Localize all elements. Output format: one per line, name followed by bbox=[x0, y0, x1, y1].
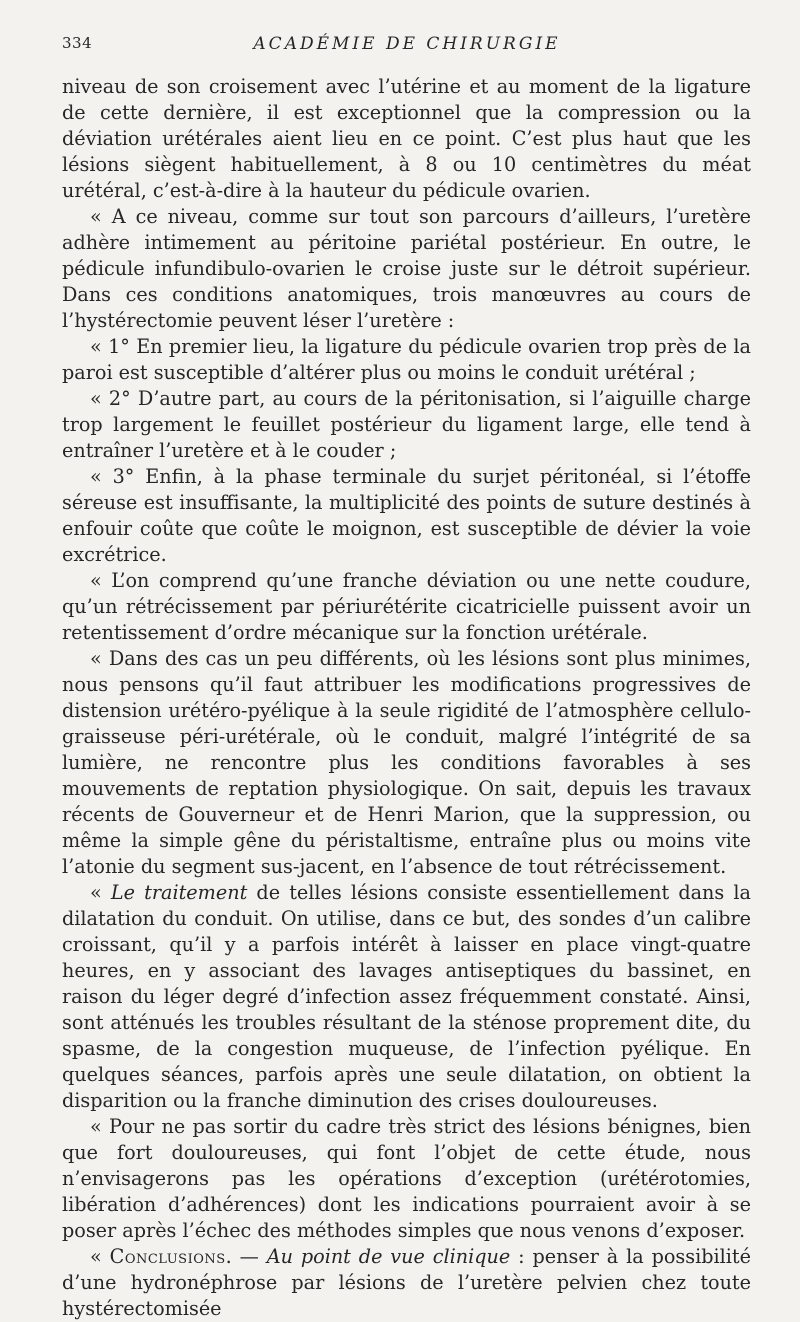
paragraph: niveau de son croisement avec l’utérine et au moment de la ligature de cette dernière, il est exceptionnel que la compression ou la déviation urétérales aient lieu en ce point. C’est plus haut que les lésions siègent habituellement, à 8 ou 10 centimètres du méat urétéral, c’est-à-dire à la hauteur du pédicule ovarien. bbox=[62, 75, 751, 202]
dash: . — bbox=[225, 1245, 267, 1268]
paragraph-text: : penser à la possibilité d’une hydronéphrose par lésions de l’uretère pelvien chez toute hystérectomisée bbox=[62, 1245, 751, 1320]
body-text bbox=[62, 74, 751, 1322]
paragraph-text: de telles lésions consiste essentiellement dans la dilatation du conduit. On utilise, dans ce but, des sondes d’un calibre croissant, qu’il y a parfois intérêt à laisser en place vingt-quatre heures, en y associant des lavages antiseptiques du bassinet, en raison du léger degré d’infection assez fréquemment constaté. Ainsi, sont atténués les troubles résultant de la sténose proprement dite, du spasme, de la congestion muqueuse, de l’infection pyélique. En quelques séances, parfois après une seule dilatation, on obtient la disparition ou la franche diminution des crises douloureuses. bbox=[62, 881, 751, 1112]
paragraph: « A ce niveau, comme sur tout son parcours d’ailleurs, l’uretère adhère intimement au péritoine pariétal postérieur. En outre, le pédicule infundibulo-ovarien le croise juste sur le détroit supérieur. Dans ces conditions anatomiques, trois manœuvres au cours de l’hystérectomie peuvent léser l’uretère : bbox=[62, 205, 751, 332]
paragraph-conclusions bbox=[62, 1244, 751, 1322]
quote-mark: « bbox=[90, 1245, 110, 1268]
italic-term: Le traitement bbox=[110, 881, 248, 904]
paragraph: « L’on comprend qu’une franche déviation ou une nette coudure, qu’un rétrécissement par périurétérite cicatricielle puissent avoir un retentissement d’ordre mécanique sur la fonction urétérale. bbox=[62, 569, 751, 644]
paragraph-treatment bbox=[62, 880, 751, 1114]
section-label: Conclusions bbox=[109, 1245, 226, 1268]
paragraph: « Dans des cas un peu différents, où les lésions sont plus minimes, nous pensons qu’il faut attribuer les modifications progressives de distension urétéro-pyélique à la seule rigidité de l’atmosphère cellulo-graisseuse péri-urétérale, où le conduit, malgré l’intégrité de sa lumière, ne rencontre plus les conditions favorables à ses mouvements de reptation physiologique. On sait, depuis les travaux récents de Gouverneur et de Henri Marion, que la suppression, ou même la simple gêne du péristaltisme, entraîne plus ou moins vite l’atonie du segment sus-jacent, en l’absence de tout rétrécissement. bbox=[62, 647, 751, 878]
page-header bbox=[62, 34, 752, 58]
quote-mark: « bbox=[90, 881, 111, 904]
page-number: 334 bbox=[62, 34, 93, 52]
italic-term: Au point de vue clinique bbox=[266, 1245, 511, 1268]
paragraph: « 1° En premier lieu, la ligature du pédicule ovarien trop près de la paroi est susceptible d’altérer plus ou moins le conduit urétéral ; bbox=[62, 335, 751, 384]
running-head: ACADÉMIE DE CHIRURGIE bbox=[253, 34, 561, 54]
paragraph: « Pour ne pas sortir du cadre très strict des lésions bénignes, bien que fort douloureuses, qui font l’objet de cette étude, nous n’envisagerons pas les opérations d’exception (urétérotomies, libération d’adhérences) dont les indications pourraient avoir à se poser après l’échec des méthodes simples que nous venons d’exposer. bbox=[62, 1115, 751, 1242]
paragraph: « 2° D’autre part, au cours de la péritonisation, si l’aiguille charge trop largement le feuillet postérieur du ligament large, elle tend à entraîner l’uretère et à le couder ; bbox=[62, 387, 751, 462]
paragraph: « 3° Enfin, à la phase terminale du surjet péritonéal, si l’étoffe séreuse est insuffisante, la multiplicité des points de suture destinés à enfouir coûte que coûte le moignon, est susceptible de dévier la voie excrétrice. bbox=[62, 465, 751, 566]
